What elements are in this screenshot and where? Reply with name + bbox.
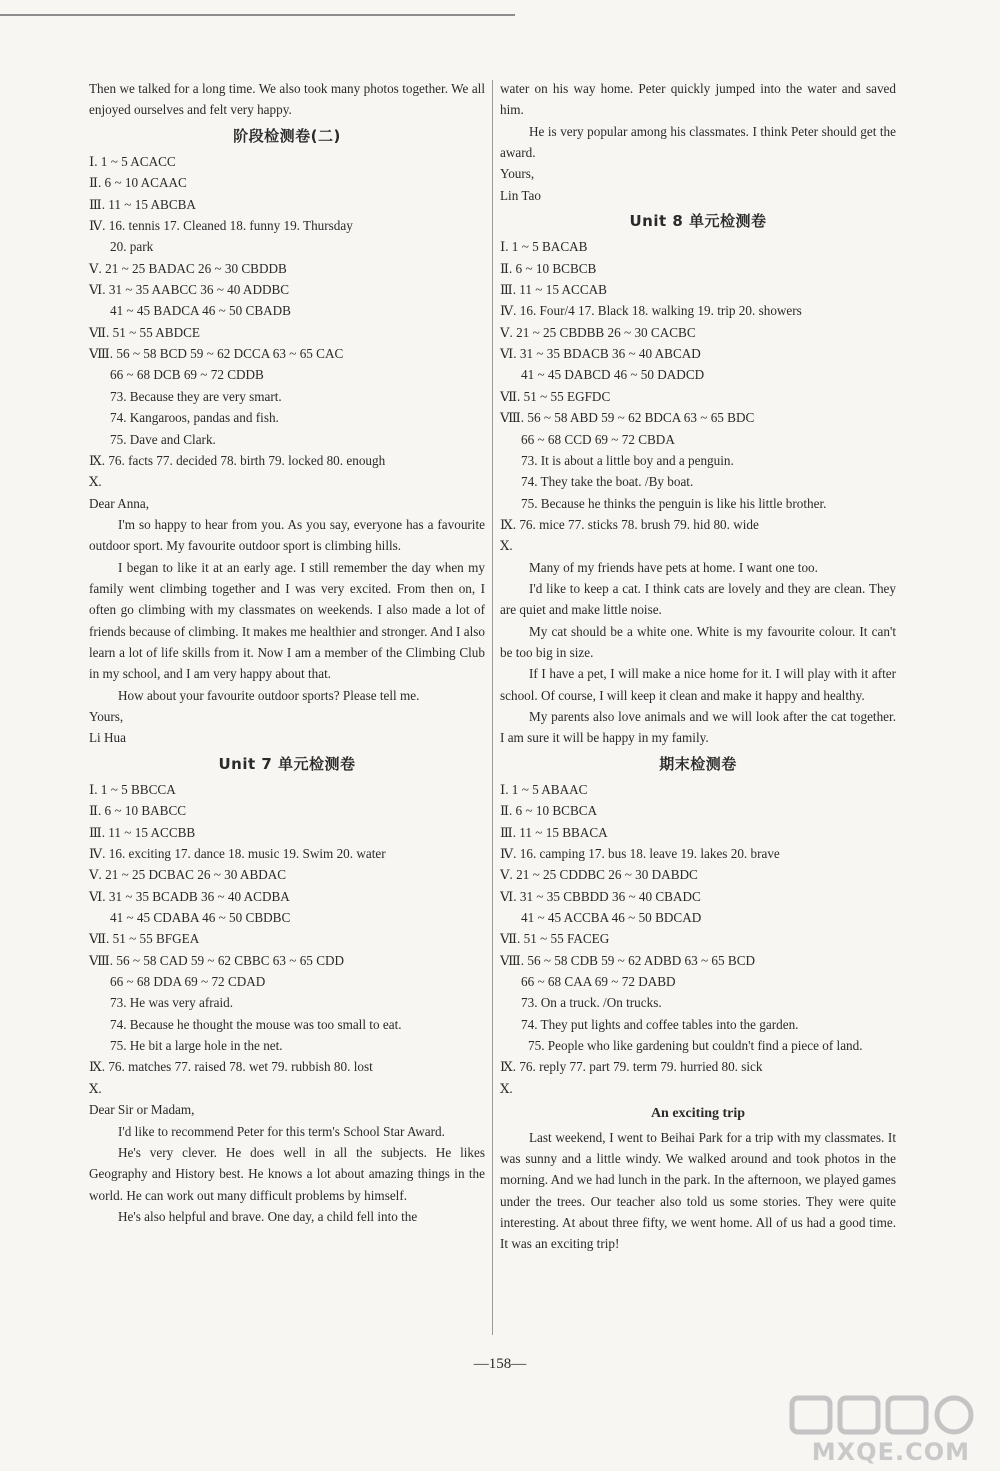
paragraph: My parents also love animals and we will look after the cat together. I am sure it will be happy in my family.	[500, 708, 896, 746]
answer-line: 41 ~ 45 DABCD 46 ~ 50 DADCD	[521, 367, 705, 383]
answer-line: Ⅵ. 31 ~ 35 AABCC 36 ~ 40 ADDBC	[89, 282, 290, 298]
answer-line: Ⅲ. 11 ~ 15 ACCBB	[89, 824, 196, 840]
answer-line: Ⅲ. 11 ~ 15 ACCAB	[500, 282, 607, 298]
answer-line: Ⅹ.	[500, 1080, 513, 1096]
answer-line: 73. He was very afraid.	[110, 995, 234, 1011]
answer-line: 74. They put lights and coffee tables into the garden.	[521, 1016, 799, 1032]
text-line: Lin Tao	[500, 187, 541, 203]
paragraph: Many of my friends have pets at home. I want one too.	[529, 559, 818, 575]
answer-line: 74. Because he thought the mouse was too small to eat.	[110, 1016, 402, 1032]
answer-line: 41 ~ 45 BADCA 46 ~ 50 CBADB	[110, 303, 291, 319]
paragraph: I'd like to recommend Peter for this term's School Star Award.	[118, 1123, 445, 1139]
right-column	[500, 78, 896, 1255]
answer-line: Ⅶ. 51 ~ 55 BFGEA	[89, 931, 200, 947]
answer-line: 66 ~ 68 DDA 69 ~ 72 CDAD	[110, 974, 266, 990]
answer-line: Ⅹ.	[500, 538, 513, 554]
answer-line: 75. Because he thinks the penguin is like his little brother.	[521, 495, 827, 511]
paragraph: He's very clever. He does well in all the subjects. He likes Geography and History best. He knows a lot about amazing things in the world. He can work out many difficult problems by himself.	[89, 1144, 485, 1203]
answer-line: Ⅹ.	[89, 1080, 102, 1096]
answer-line: Ⅳ. 16. Four/4 17. Black 18. walking 19. trip 20. showers	[500, 303, 802, 319]
answer-line: Ⅶ. 51 ~ 55 EGFDC	[500, 388, 611, 404]
answer-line: Ⅰ. 1 ~ 5 ABAAC	[500, 782, 588, 797]
top-rule	[0, 14, 515, 16]
answer-line: Ⅱ. 6 ~ 10 BCBCA	[500, 803, 598, 819]
answer-line: Ⅰ. 1 ~ 5 ACACC	[89, 154, 176, 170]
answer-line: 74. Kangaroos, pandas and fish.	[110, 410, 279, 426]
section-heading: 阶段检测卷(二)	[233, 126, 341, 145]
answer-line: 75. He bit a large hole in the net.	[110, 1038, 283, 1054]
answer-line: Ⅴ. 21 ~ 25 CBDBB 26 ~ 30 CACBC	[500, 324, 696, 340]
answer-line: Ⅵ. 31 ~ 35 CBBDD 36 ~ 40 CBADC	[500, 888, 701, 904]
answer-line: Ⅳ. 16. camping 17. bus 18. leave 19. lakes 20. brave	[500, 846, 780, 862]
answer-line: Ⅵ. 31 ~ 35 BDACB 36 ~ 40 ABCAD	[500, 346, 701, 362]
answer-line: Ⅲ. 11 ~ 15 ABCBA	[89, 196, 196, 212]
text-line: Yours,	[500, 166, 535, 182]
answer-line: 73. It is about a little boy and a penguin.	[521, 452, 734, 468]
answer-line: 20. park	[110, 239, 154, 255]
answer-line: Ⅶ. 51 ~ 55 ABDCE	[89, 324, 200, 340]
answer-line: Ⅱ. 6 ~ 10 BCBCB	[500, 260, 597, 276]
answer-line: Ⅳ. 16. exciting 17. dance 18. music 19. Swim 20. water	[89, 846, 386, 862]
answer-line: 75. Dave and Clark.	[110, 431, 216, 447]
answer-line: Ⅳ. 16. tennis 17. Cleaned 18. funny 19. Thursday	[89, 218, 353, 234]
paragraph: My cat should be a white one. White is my favourite colour. It can't be too big in size.	[500, 623, 896, 660]
answer-line: 73. On a truck. /On trucks.	[521, 995, 662, 1011]
paragraph: He is very popular among his classmates. I think Peter should get the award.	[500, 123, 896, 161]
answer-line: Ⅷ. 56 ~ 58 BCD 59 ~ 62 DCCA 63 ~ 65 CAC	[89, 346, 344, 362]
answer-line: Ⅷ. 56 ~ 58 ABD 59 ~ 62 BDCA 63 ~ 65 BDC	[500, 410, 755, 426]
paragraph: Then we talked for a long time. We also took many photos together. We all enjoyed ourselves and felt very happy.	[89, 81, 485, 118]
paragraph: Last weekend, I went to Beihai Park for a trip with my classmates. It was sunny and a little windy. We walked around and took photos in the morning. And we had lunch in the park. In the afternoon, we played games under the trees. Our teacher also told us some stories. They were quite interesting. At about three fifty, we went home. All of us had a good time. It was an exciting trip!	[500, 1129, 896, 1252]
paragraph: I'd like to keep a cat. I think cats are lovely and they are clean. They are quiet and make little noise.	[500, 580, 896, 618]
answer-line: Ⅶ. 51 ~ 55 FACEG	[500, 931, 610, 947]
section-heading: Unit 7 单元检测卷	[218, 754, 356, 773]
section-heading: Unit 8 单元检测卷	[629, 212, 767, 231]
answer-line: 41 ~ 45 ACCBA 46 ~ 50 BDCAD	[521, 910, 702, 926]
watermark-text: MXQE.COM	[811, 1438, 970, 1466]
paragraph: He's also helpful and brave. One day, a child fell into the	[118, 1208, 418, 1224]
answer-line: Ⅰ. 1 ~ 5 BACAB	[500, 239, 588, 255]
paragraph: I'm so happy to hear from you. As you say, everyone has a favourite outdoor sport. My favourite outdoor sport is climbing hills.	[89, 516, 485, 554]
column-divider	[492, 80, 493, 1335]
answer-line: Ⅴ. 21 ~ 25 CDDBC 26 ~ 30 DABDC	[500, 867, 698, 883]
paragraph: I began to like it at an early age. I still remember the day when my family went climbing together and I was very excited. From then on, I often go climbing with my classmates on weekends. I also made a lot of friends because of climbing. It makes me healthier and stronger. And I also learn a lot of life skills from it. Now I am a member of the Climbing Club in my school, and I am very happy about that.	[89, 559, 485, 682]
text-line: Yours,	[89, 708, 124, 724]
paragraph: If I have a pet, I will make a nice home for it. I will play with it after school. Of course, I will keep it clean and make it happy and healthy.	[500, 666, 896, 703]
answer-line: 75. People who like gardening but couldn't find a piece of land.	[528, 1038, 863, 1054]
answer-line: Ⅰ. 1 ~ 5 BBCCA	[89, 782, 176, 797]
answer-line: 41 ~ 45 CDABA 46 ~ 50 CBDBC	[110, 910, 291, 926]
answer-line: Ⅱ. 6 ~ 10 BABCC	[89, 803, 187, 819]
answer-line: Ⅸ. 76. reply 77. part 79. term 79. hurried 80. sick	[500, 1059, 763, 1075]
answer-line: Ⅲ. 11 ~ 15 BBACA	[500, 824, 608, 840]
answer-line: Ⅴ. 21 ~ 25 DCBAC 26 ~ 30 ABDAC	[89, 867, 287, 883]
text-line: Dear Anna,	[89, 495, 150, 511]
answer-line: 73. Because they are very smart.	[110, 388, 282, 404]
answer-line: 66 ~ 68 CAA 69 ~ 72 DABD	[521, 974, 676, 990]
answer-line: 74. They take the boat. /By boat.	[521, 474, 694, 490]
answer-line: Ⅱ. 6 ~ 10 ACAAC	[89, 175, 187, 191]
answer-line: 66 ~ 68 CCD 69 ~ 72 CBDA	[521, 431, 675, 447]
page-number: —158—	[473, 1356, 527, 1372]
text-line: Li Hua	[89, 730, 126, 746]
paragraph: water on his way home. Peter quickly jumped into the water and saved him.	[500, 81, 896, 118]
paragraph: How about your favourite outdoor sports? Please tell me.	[118, 687, 420, 703]
answer-line: Ⅸ. 76. matches 77. raised 78. wet 79. rubbish 80. lost	[89, 1059, 373, 1075]
answer-line: Ⅹ.	[89, 474, 102, 490]
essay-title: An exciting trip	[650, 1106, 746, 1122]
section-heading: 期末检测卷	[659, 754, 737, 773]
answer-line: 66 ~ 68 DCB 69 ~ 72 CDDB	[110, 367, 264, 383]
answer-line: Ⅸ. 76. facts 77. decided 78. birth 79. locked 80. enough	[89, 452, 386, 468]
answer-line: Ⅵ. 31 ~ 35 BCADB 36 ~ 40 ACDBA	[89, 888, 290, 904]
answer-line: Ⅴ. 21 ~ 25 BADAC 26 ~ 30 CBDDB	[89, 260, 287, 276]
answer-line: Ⅷ. 56 ~ 58 CAD 59 ~ 62 CBBC 63 ~ 65 CDD	[89, 952, 345, 968]
left-column	[89, 78, 485, 1227]
answer-line: Ⅷ. 56 ~ 58 CDB 59 ~ 62 ADBD 63 ~ 65 BCD	[500, 952, 756, 968]
answer-line: Ⅸ. 76. mice 77. sticks 78. brush 79. hid 80. wide	[500, 516, 759, 532]
text-line: Dear Sir or Madam,	[89, 1102, 195, 1118]
